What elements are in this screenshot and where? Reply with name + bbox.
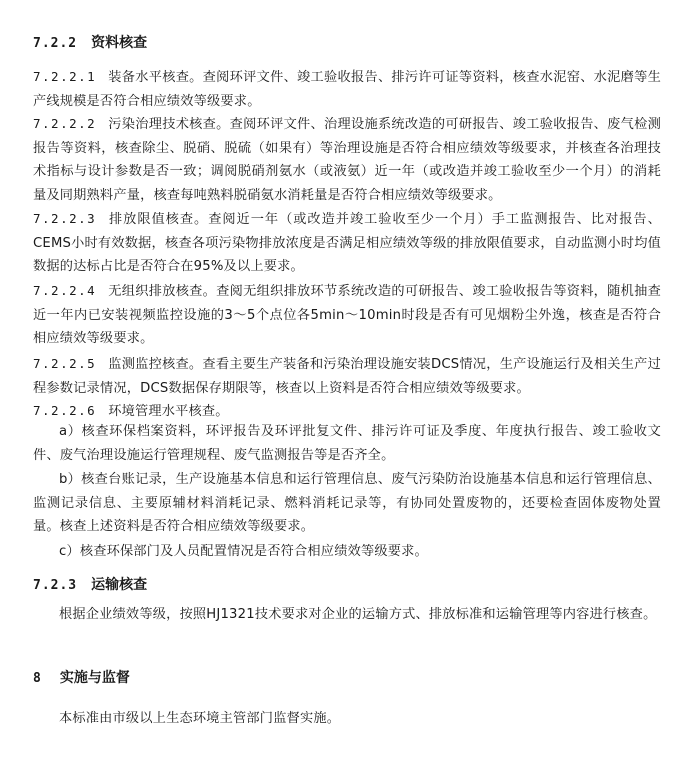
paragraph-7-2-2-3 (33, 207, 661, 279)
paragraph-7-2-2-5 (33, 352, 661, 400)
sub-item-text: b）核查台账记录，生产设施基本信息和运行管理信息、废气污染防治设施基本信息和运行管理信息、监测记录信息、主要原辅材料消耗记录、燃料消耗记录等，有协同处置废物的，还要检查固体废物处置量。核查上述资料是否符合相应绩效等级要求。 (33, 472, 661, 534)
item-number: 7.2.2.5 (33, 356, 97, 371)
section-number: 8 (33, 671, 42, 686)
section-title: 运输核查 (91, 577, 148, 593)
paragraph-8 (33, 707, 661, 731)
sub-item-a (33, 420, 661, 467)
sub-item-c (33, 540, 661, 564)
item-text: 环境管理水平核查。 (108, 404, 229, 419)
item-number: 7.2.2.2 (33, 116, 97, 131)
section-title: 资料核查 (91, 35, 148, 51)
paragraph-7-2-2-1 (33, 65, 661, 113)
item-text: 无组织排放核查。查阅无组织排放环节系统改造的可研报告、竣工验收报告等资料，随机抽查近一年内已安装视频监控设施的3～5个点位各5min～10min时段是否有可见烟粉尘外逸，核查是否符合相应绩效等级要求。 (33, 284, 661, 346)
sub-item-text: a）核查环保档案资料，环评报告及环评批复文件、排污许可证及季度、年度执行报告、竣工验收文件、废气治理设施运行管理规程、废气监测报告等是否齐全。 (33, 424, 661, 463)
sub-item-text: c）核查环保部门及人员配置情况是否符合相应绩效等级要求。 (59, 544, 428, 559)
item-text: 装备水平核查。查阅环评文件、竣工验收报告、排污许可证等资料，核查水泥窑、水泥磨等生产线规模是否符合相应绩效等级要求。 (33, 70, 661, 109)
item-number: 7.2.2.1 (33, 69, 97, 84)
item-number: 7.2.2.6 (33, 403, 97, 418)
sub-item-b (33, 468, 661, 539)
section-heading-8 (33, 669, 130, 688)
section-number: 7.2.2 (33, 36, 78, 51)
section-title: 实施与监督 (59, 670, 130, 686)
paragraph-7-2-2-2 (33, 112, 661, 207)
paragraph-7-2-2-4 (33, 279, 661, 351)
item-text: 监测监控核查。查看主要生产装备和污染治理设施安装DCS情况，生产设施运行及相关生产过程参数记录情况，DCS数据保存期限等，核查以上资料是否符合相应绩效等级要求。 (33, 357, 661, 396)
item-number: 7.2.2.4 (33, 283, 97, 298)
section-number: 7.2.3 (33, 578, 78, 593)
paragraph-7-2-3 (33, 603, 661, 627)
item-text: 排放限值核查。查阅近一年（或改造并竣工验收至少一个月）手工监测报告、比对报告、CEMS小时有效数据，核查各项污染物排放浓度是否满足相应绩效等级的排放限值要求，自动监测小时均值数据的达标占比是否符合在95%及以上要求。 (33, 212, 661, 274)
item-number: 7.2.2.3 (33, 211, 97, 226)
paragraph-text: 根据企业绩效等级，按照HJ1321技术要求对企业的运输方式、排放标准和运输管理等内容进行核查。 (59, 607, 657, 622)
paragraph-text: 本标准由市级以上生态环境主管部门监督实施。 (59, 711, 341, 726)
item-text: 污染治理技术核查。查阅环评文件、治理设施系统改造的可研报告、竣工验收报告、废气检测报告等资料，核查除尘、脱硝、脱硫（如果有）等治理设施是否符合相应绩效等级要求，并核查各治理技术指标与设计参数是否一致；调阅脱硝剂氨水（或液氨）近一年（或改造并竣工验收至少一个月）的消耗量及同期熟料产量，核查每吨熟料脱硝氨水消耗量是否符合相应绩效等级要求。 (33, 117, 661, 203)
section-heading-7-2-3 (33, 576, 147, 595)
section-heading-7-2-2 (33, 34, 147, 53)
